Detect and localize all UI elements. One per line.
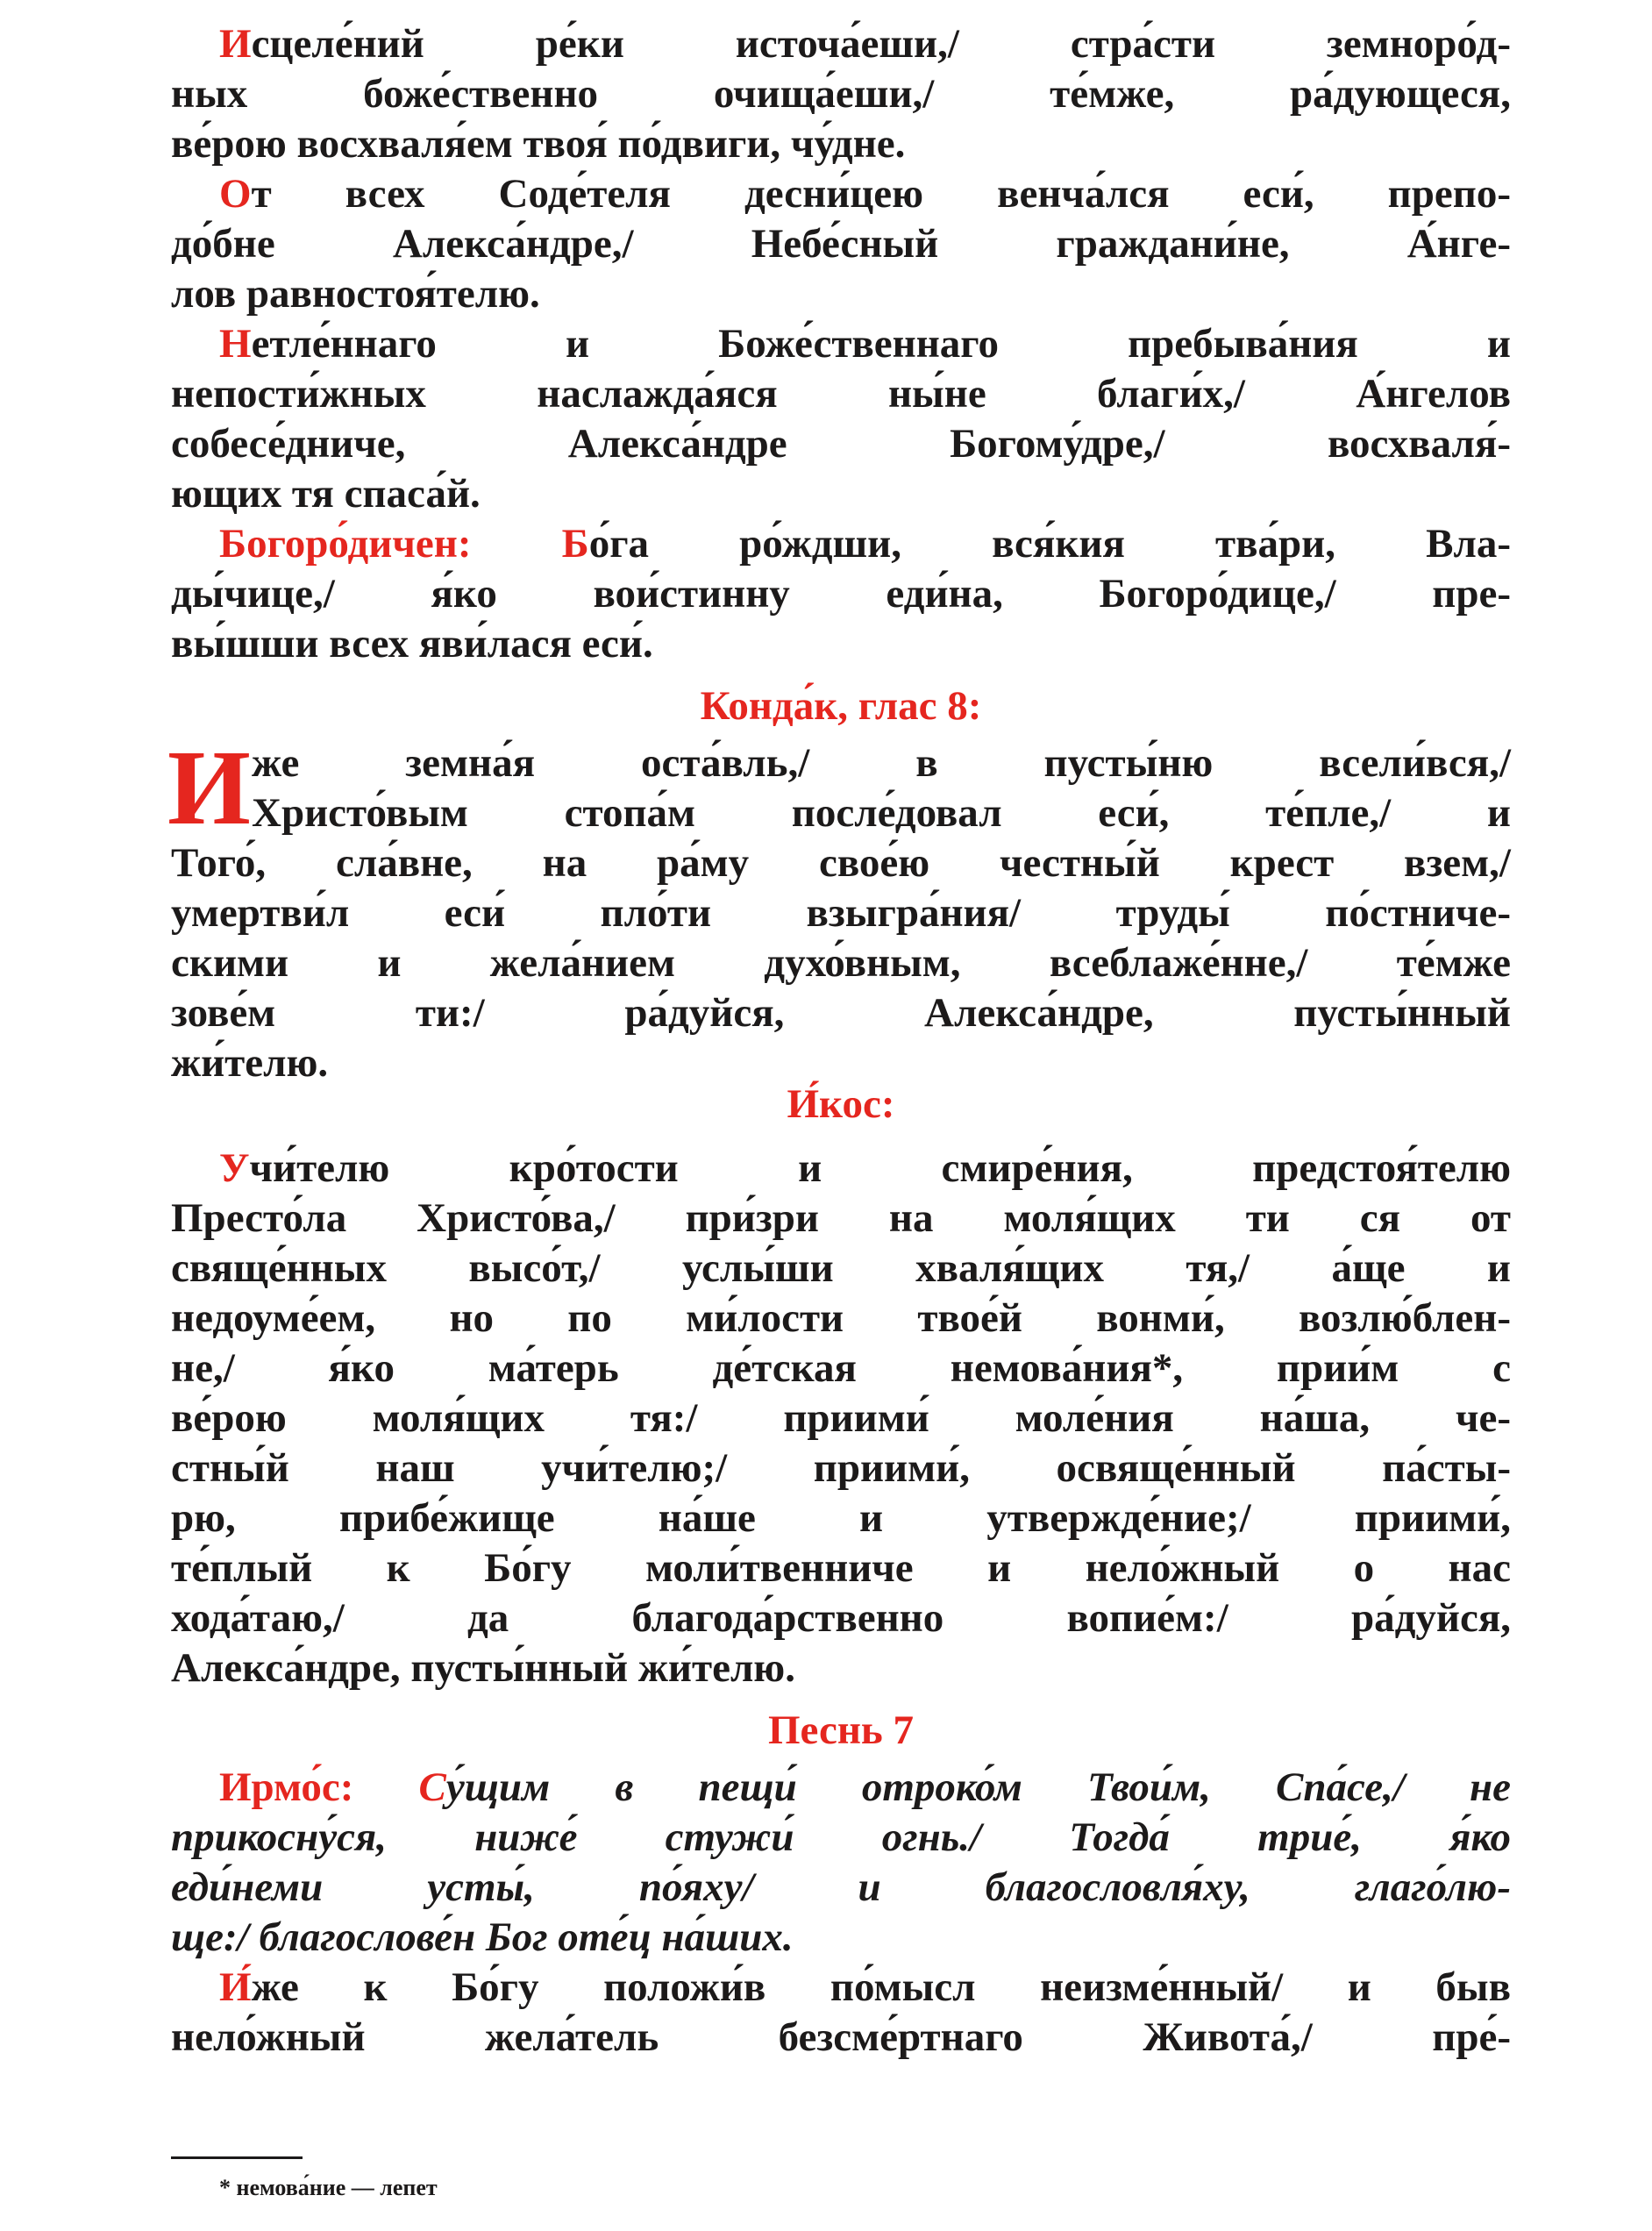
ikos-text <box>171 1144 1511 1693</box>
text-line <box>171 1393 1511 1443</box>
text-line <box>171 1493 1511 1543</box>
text-line <box>171 69 1511 119</box>
text-line <box>171 788 1511 838</box>
line-text: не,/ я́ко ма́терь де́тская немова́ния*, прии́м с <box>171 1345 1511 1391</box>
text-line <box>171 738 1511 788</box>
line-text: ды́чице,/ я́ко вои́стинну еди́на, Богоро́дице,/ пре- <box>171 571 1511 617</box>
footnote: * немова́ние — лепет <box>219 2175 438 2200</box>
line-text: еди́неми усты́, по́яху/ и благословля́ху, глаго́лю- <box>171 1864 1511 1910</box>
theotokion <box>171 519 1511 669</box>
line-text: умертви́л еси́ пло́ти взыгра́ния/ труды́ по́стниче- <box>171 890 1511 936</box>
line-text: у́щим в пещи́ отроко́м Твои́м, Спа́се,/ не <box>445 1764 1511 1810</box>
line-text: жи́телю. <box>171 1040 329 1086</box>
text-line <box>171 1593 1511 1643</box>
line-text: непости́жных наслажда́яся ны́не благи́х,/ А́нгелов <box>171 371 1511 417</box>
text-line <box>171 1813 1511 1863</box>
kontakion-text <box>167 729 1511 1088</box>
text-line <box>171 519 1511 569</box>
text-line <box>171 938 1511 988</box>
line-text: рю, прибе́жище на́ше и утвержде́ние;/ приими́, <box>171 1495 1511 1541</box>
text-line <box>171 1963 1511 2013</box>
text-line <box>171 419 1511 469</box>
text-line <box>171 569 1511 619</box>
text-line <box>171 1863 1511 1913</box>
line-text: ́же к Бо́гу положи́в по́мысл неизме́нный/ и быв <box>251 1964 1511 2010</box>
line-text: етле́ннаго и Боже́ственнаго пребыва́ния и <box>251 321 1511 367</box>
text-line <box>171 838 1511 888</box>
line-text: сцеле́ний ре́ки источа́еши,/ стра́сти земноро́д- <box>251 21 1511 67</box>
line-text: ющих тя спаса́й. <box>171 471 481 517</box>
text-line <box>171 1144 1511 1194</box>
line-text: лов равностоя́телю. <box>171 271 540 317</box>
text-line <box>171 2013 1511 2063</box>
line-text: прикосну́ся, ниже́ стужи́ огнь./ Тогда́ трие́, я́ко <box>171 1814 1511 1860</box>
line-text: вы́шши всех яви́лася еси́. <box>171 621 653 666</box>
initial-letter: С <box>418 1764 446 1810</box>
text-line <box>171 1443 1511 1493</box>
line-text: недоуме́ем, но по ми́лости твое́й вонми́, возлю́блен- <box>171 1295 1511 1341</box>
line-text: те́плый к Бо́гу моли́твенниче и нело́жный о нас <box>171 1545 1511 1591</box>
troparion <box>171 1963 1511 2063</box>
rubric-label: Богоро́дичен: <box>219 521 562 567</box>
text-line <box>171 19 1511 69</box>
footnote-divider <box>171 2156 303 2159</box>
section-heading-ode-7: Песнь 7 <box>767 1707 915 1753</box>
line-text: Престо́ла Христо́ва,/ при́зри на моля́щих ти ся от <box>171 1195 1511 1241</box>
line-text: ве́рою моля́щих тя:/ приими́ моле́ния на́ша, че- <box>171 1395 1511 1441</box>
section-heading-kontakion: Конда́к, глас 8: <box>700 683 982 729</box>
text-line <box>171 1543 1511 1593</box>
text-line <box>171 1913 1511 1963</box>
line-text: о́га ро́ждши, вся́кия тва́ри, Вла- <box>588 521 1511 567</box>
line-text: собесе́дниче, Алекса́ндре Богому́дре,/ восхваля́- <box>171 421 1511 467</box>
section-heading-ikos: И́кос: <box>787 1081 895 1127</box>
text-line <box>171 619 1511 669</box>
initial-letter: И <box>219 21 252 67</box>
troparion <box>171 169 1511 319</box>
text-line <box>171 1244 1511 1294</box>
line-text: ных боже́ственно очища́еши,/ те́мже, ра́дующеся, <box>171 71 1511 117</box>
line-text: свяще́нных высо́т,/ услы́ши хваля́щих тя,/ а́ще и <box>171 1245 1511 1291</box>
line-text: ве́рою восхваля́ем твоя́ по́двиги, чу́дне. <box>171 121 906 167</box>
line-text: до́бне Алекса́ндре,/ Небе́сный граждани́не, А́нге- <box>171 221 1511 267</box>
troparion <box>171 19 1511 169</box>
text-line <box>171 1194 1511 1244</box>
text-line <box>171 119 1511 169</box>
initial-letter: О <box>219 171 252 217</box>
text-line <box>171 219 1511 269</box>
text-line <box>171 169 1511 219</box>
line-text: стны́й наш учи́телю;/ приими́, освяще́нный па́сты- <box>171 1445 1511 1491</box>
text-line <box>171 1038 1511 1088</box>
text-line <box>171 988 1511 1038</box>
text-line <box>171 1763 1511 1813</box>
troparion <box>171 319 1511 519</box>
text-line <box>171 888 1511 938</box>
line-text: скими и жела́нием духо́вным, всеблаже́нне,/ те́мже <box>171 940 1511 986</box>
line-text: чи́телю кро́тости и смире́ния, предстоя́телю <box>249 1145 1511 1191</box>
initial-letter: Н <box>219 321 252 367</box>
text-line <box>171 1344 1511 1393</box>
initial-letter: Б <box>561 521 589 567</box>
line-text: нело́жный жела́тель безсме́ртнаго Живота́,/ пре́- <box>171 2014 1511 2060</box>
initial-letter: И <box>219 1964 252 2010</box>
line-text: же земна́я оста́вль,/ в пусты́ню всели́вся,/ <box>252 740 1511 786</box>
line-text: ще:/ благослове́н Бог оте́ц на́ших. <box>171 1914 794 1960</box>
line-text: Христо́вым стопа́м после́довал еси́, те́пле,/ и <box>252 790 1511 836</box>
line-text: Алекса́ндре, пусты́нный жи́телю. <box>171 1645 795 1691</box>
prayer-page <box>167 19 1511 2063</box>
irmos-text <box>171 1763 1511 1963</box>
drop-cap: И <box>167 729 251 847</box>
rubric-label: Ирмо́с: <box>219 1764 419 1810</box>
text-line <box>171 1643 1511 1693</box>
line-text: Того́, сла́вне, на ра́му свое́ю честны́й крест взем,/ <box>171 840 1511 886</box>
text-line <box>171 1294 1511 1344</box>
text-line <box>171 469 1511 519</box>
text-line <box>171 369 1511 419</box>
initial-letter: У <box>219 1145 250 1191</box>
line-text: зове́м ти:/ ра́дуйся, Алекса́ндре, пусты́нный <box>171 990 1511 1036</box>
text-line <box>171 269 1511 319</box>
line-text: т всех Соде́теля десни́цею венча́лся еси́, препо- <box>251 171 1511 217</box>
text-line <box>171 319 1511 369</box>
line-text: хода́таю,/ да благода́рственно вопие́м:/ ра́дуйся, <box>171 1595 1511 1641</box>
